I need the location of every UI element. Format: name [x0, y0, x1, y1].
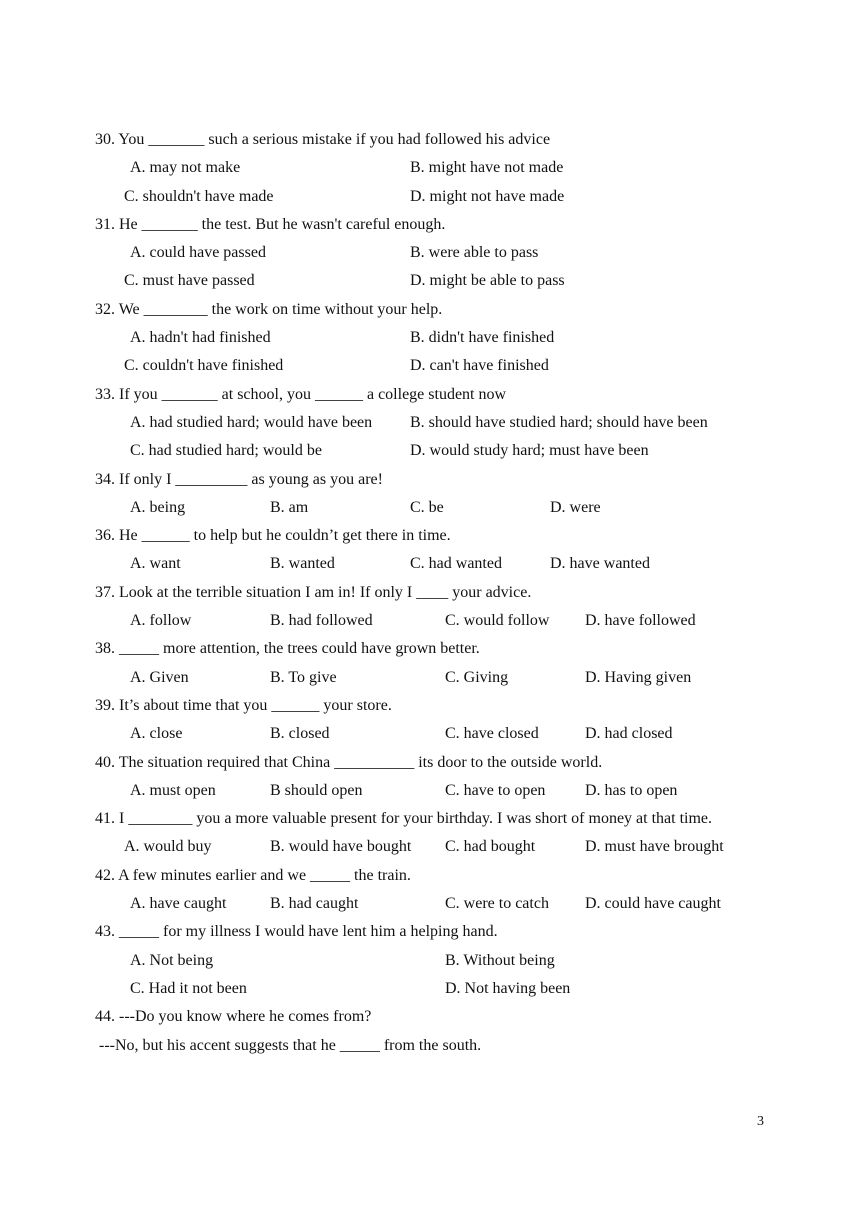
question-33: 33. If you _______ at school, you ______ a college student now: [95, 385, 507, 403]
options-row: [95, 947, 767, 975]
option-a[interactable]: A. want: [130, 555, 181, 573]
page-number: 3: [757, 1114, 764, 1129]
option-d[interactable]: D. might be able to pass: [410, 272, 565, 290]
option-d[interactable]: D. Not having been: [445, 979, 571, 997]
option-c[interactable]: C. had bought: [445, 838, 536, 856]
option-a[interactable]: A. may not make: [130, 159, 241, 177]
option-b[interactable]: B. wanted: [270, 555, 335, 573]
options-row: [95, 720, 767, 748]
options-row: [95, 607, 767, 635]
option-a[interactable]: A. Given: [130, 668, 189, 686]
dialogue-line: ---No, but his accent suggests that he _____ from the south.: [99, 1036, 482, 1054]
question-41: 41. I ________ you a more valuable present for your birthday. I was short of money at that time.: [95, 810, 713, 828]
option-d[interactable]: D. would study hard; must have been: [410, 442, 649, 460]
option-d[interactable]: D. have followed: [585, 612, 696, 630]
question-36: 36. He ______ to help but he couldn’t get there in time.: [95, 527, 451, 545]
options-row: [95, 239, 767, 267]
option-a[interactable]: A. have caught: [130, 895, 227, 913]
option-d[interactable]: D. has to open: [585, 781, 678, 799]
options-row: [95, 183, 767, 211]
option-b[interactable]: B. were able to pass: [410, 244, 539, 262]
option-c[interactable]: C. have to open: [445, 781, 546, 799]
option-a[interactable]: A. had studied hard; would have been: [130, 413, 373, 431]
question-32: 32. We ________ the work on time without your help.: [95, 300, 443, 318]
option-a[interactable]: A. hadn't had finished: [130, 329, 271, 347]
option-b[interactable]: B. should have studied hard; should have been: [410, 413, 708, 431]
option-d[interactable]: D. were: [550, 498, 601, 516]
option-b[interactable]: B. To give: [270, 668, 337, 686]
question-38: 38. _____ more attention, the trees could have grown better.: [95, 640, 480, 658]
option-b[interactable]: B. would have bought: [270, 838, 412, 856]
option-b[interactable]: B. am: [270, 498, 309, 516]
option-d[interactable]: D. must have brought: [585, 838, 724, 856]
option-d[interactable]: D. have wanted: [550, 555, 650, 573]
option-d[interactable]: D. had closed: [585, 725, 673, 743]
option-b[interactable]: B. might have not made: [410, 159, 564, 177]
question-43: 43. _____ for my illness I would have lent him a helping hand.: [95, 923, 498, 941]
question-42: 42. A few minutes earlier and we _____ the train.: [95, 866, 411, 884]
option-d[interactable]: D. could have caught: [585, 895, 721, 913]
question-40: 40. The situation required that China __________ its door to the outside world.: [95, 753, 603, 771]
option-a[interactable]: A. must open: [130, 781, 216, 799]
option-a[interactable]: A. Not being: [130, 951, 214, 969]
question-44: 44. ---Do you know where he comes from?: [95, 1008, 372, 1026]
option-c[interactable]: C. Had it not been: [130, 979, 247, 997]
options-row: [95, 154, 767, 182]
options-row: [95, 890, 767, 918]
option-d[interactable]: D. Having given: [585, 668, 692, 686]
option-c[interactable]: C. Giving: [445, 668, 509, 686]
options-row: [95, 324, 767, 352]
option-c[interactable]: C. were to catch: [445, 895, 549, 913]
question-31: 31. He _______ the test. But he wasn't careful enough.: [95, 215, 446, 233]
options-row: [95, 437, 767, 465]
options-row: [95, 352, 767, 380]
option-a[interactable]: A. close: [130, 725, 183, 743]
option-c[interactable]: C. shouldn't have made: [124, 187, 274, 205]
option-c[interactable]: C. had studied hard; would be: [130, 442, 322, 460]
option-a[interactable]: A. would buy: [124, 838, 212, 856]
option-c[interactable]: C. have closed: [445, 725, 539, 743]
options-row: [95, 409, 767, 437]
options-row: [95, 777, 767, 805]
option-c[interactable]: C. would follow: [445, 612, 550, 630]
options-row: [95, 975, 767, 1003]
option-d[interactable]: D. might not have made: [410, 187, 565, 205]
option-c[interactable]: C. must have passed: [124, 272, 255, 290]
option-a[interactable]: A. follow: [130, 612, 192, 630]
option-b[interactable]: B. didn't have finished: [410, 329, 555, 347]
options-row: [95, 494, 767, 522]
question-list: [95, 126, 767, 1060]
question-39: 39. It’s about time that you ______ your store.: [95, 696, 392, 714]
option-a[interactable]: A. could have passed: [130, 244, 266, 262]
question-37: 37. Look at the terrible situation I am in! If only I ____ your advice.: [95, 583, 532, 601]
option-b[interactable]: B. had followed: [270, 612, 373, 630]
option-b[interactable]: B. closed: [270, 725, 330, 743]
option-d[interactable]: D. can't have finished: [410, 357, 549, 375]
options-row: [95, 833, 767, 861]
option-b[interactable]: B. Without being: [445, 951, 555, 969]
question-30: 30. You _______ such a serious mistake if you had followed his advice: [95, 131, 551, 148]
option-c[interactable]: C. be: [410, 498, 444, 516]
option-a[interactable]: A. being: [130, 498, 186, 516]
option-c[interactable]: C. couldn't have finished: [124, 357, 284, 375]
options-row: [95, 550, 767, 578]
option-b[interactable]: B should open: [270, 781, 363, 799]
option-c[interactable]: C. had wanted: [410, 555, 502, 573]
options-row: [95, 267, 767, 295]
options-row: [95, 664, 767, 692]
option-b[interactable]: B. had caught: [270, 895, 359, 913]
question-34: 34. If only I _________ as young as you are!: [95, 470, 383, 488]
